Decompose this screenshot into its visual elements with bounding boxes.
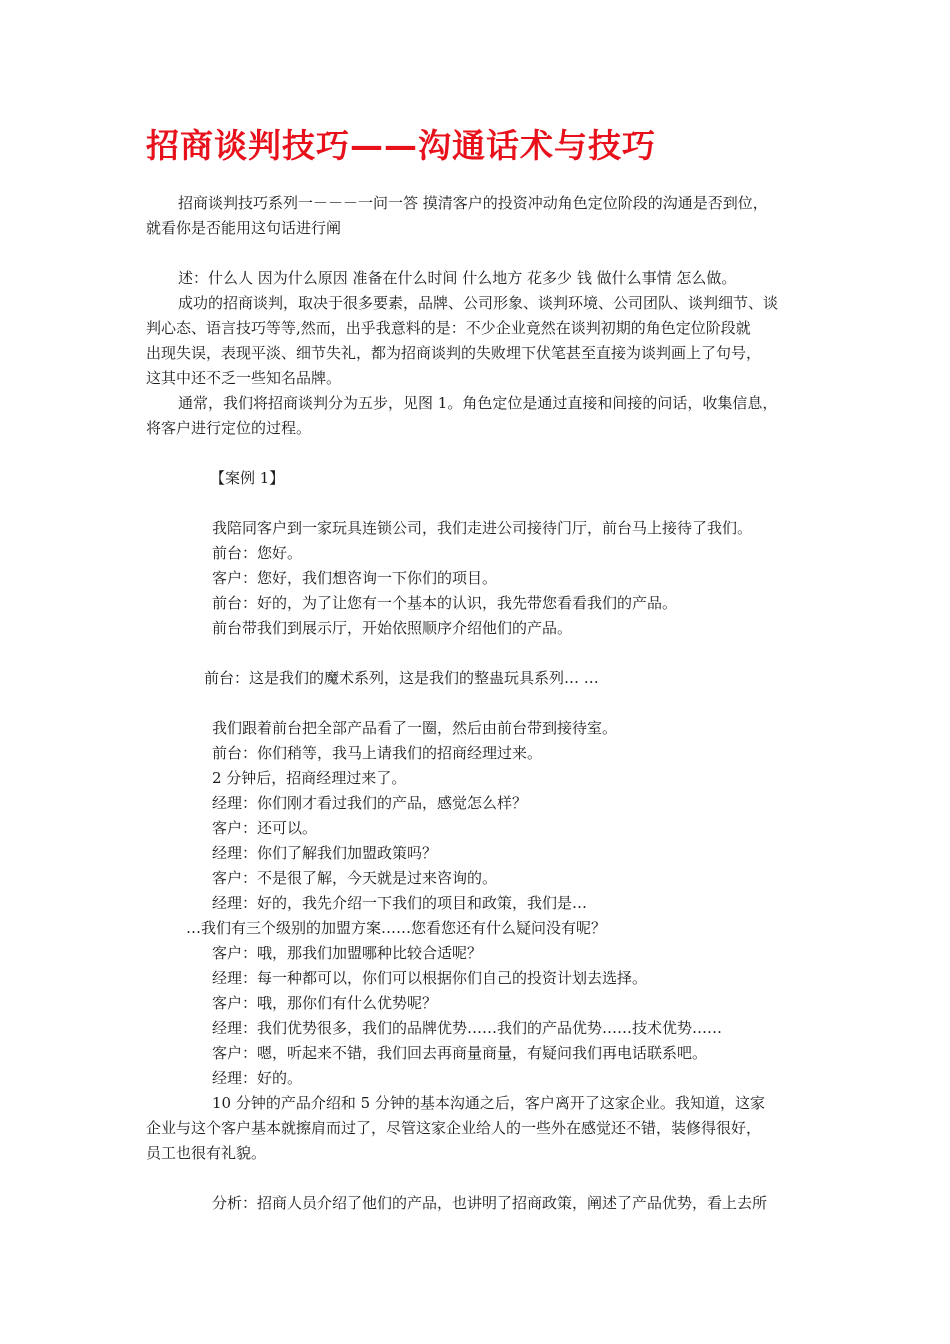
dialogue-line: 前台：这是我们的魔术系列，这是我们的整蛊玩具系列… … xyxy=(204,669,599,687)
case-label: 【案例 1】 xyxy=(210,469,285,487)
analysis-line: 分析：招商人员介绍了他们的产品，也讲明了招商政策，阐述了产品优势，看上去所 xyxy=(212,1194,768,1212)
dialogue-line: 我们跟着前台把全部产品看了一圈，然后由前台带到接待室。 xyxy=(212,719,618,737)
intro-line: 述：什么人 因为什么原因 准备在什么时间 什么地方 花多少 钱 做什么事情 怎么做。 xyxy=(178,269,737,287)
dialogue-line: 客户：嗯，听起来不错，我们回去再商量商量，有疑问我们再电话联系吧。 xyxy=(212,1044,708,1062)
dialogue-line: 客户：您好，我们想咨询一下你们的项目。 xyxy=(212,569,498,587)
document-title: 招商谈判技巧——沟通话术与技巧 xyxy=(146,126,656,165)
dialogue-line: 经理：我们优势很多，我们的品牌优势……我们的产品优势……技术优势…… xyxy=(212,1019,723,1037)
dialogue-line: 客户：哦，那你们有什么优势呢？ xyxy=(212,994,438,1012)
dialogue-line: 客户：哦，那我们加盟哪种比较合适呢？ xyxy=(212,944,483,962)
dialogue-line: 经理：每一种都可以，你们可以根据你们自己的投资计划去选择。 xyxy=(212,969,648,987)
intro-line: 就看你是否能用这句话进行阐 xyxy=(146,219,342,237)
dialogue-line: 经理：你们刚才看过我们的产品，感觉怎么样？ xyxy=(212,794,528,812)
dialogue-line: 2 分钟后，招商经理过来了。 xyxy=(212,769,407,787)
paragraph-line: 成功的招商谈判，取决于很多要素，品牌、公司形象、谈判环境、公司团队、谈判细节、谈 xyxy=(178,294,779,312)
paragraph-line: 10 分钟的产品介绍和 5 分钟的基本沟通之后，客户离开了这家企业。我知道，这家 xyxy=(212,1094,765,1112)
dialogue-line: 前台带我们到展示厅，开始依照顺序介绍他们的产品。 xyxy=(212,619,573,637)
paragraph-line: 员工也很有礼貌。 xyxy=(146,1144,267,1162)
dialogue-line: 经理：好的，我先介绍一下我们的项目和政策，我们是… xyxy=(212,894,588,912)
paragraph-line: 企业与这个客户基本就擦肩而过了，尽管这家企业给人的一些外在感觉还不错，装修得很好， xyxy=(146,1119,762,1137)
dialogue-line: 经理：你们了解我们加盟政策吗？ xyxy=(212,844,438,862)
intro-line: 招商谈判技巧系列一－－－一问一答 摸清客户的投资冲动角色定位阶段的沟通是否到位， xyxy=(178,194,768,212)
dialogue-line: 经理：好的。 xyxy=(212,1069,303,1087)
paragraph-line: 将客户进行定位的过程。 xyxy=(146,419,312,437)
dialogue-line: 客户：不是很了解，今天就是过来咨询的。 xyxy=(212,869,498,887)
paragraph-line: 出现失误，表现平淡、细节失礼，都为招商谈判的失败埋下伏笔甚至直接为谈判画上了句号， xyxy=(146,344,762,362)
paragraph-line: 通常，我们将招商谈判分为五步，见图 1。角色定位是通过直接和间接的问话，收集信息， xyxy=(178,394,778,412)
paragraph-line: 判心态、语言技巧等等,然而，出乎我意料的是：不少企业竟然在谈判初期的角色定位阶段就 xyxy=(146,319,751,337)
dialogue-line: 前台：您好。 xyxy=(212,544,303,562)
dialogue-line: …我们有三个级别的加盟方案……您看您还有什么疑问没有呢？ xyxy=(186,919,607,937)
dialogue-line: 前台：好的，为了让您有一个基本的认识，我先带您看看我们的产品。 xyxy=(212,594,678,612)
paragraph-line: 这其中还不乏一些知名品牌。 xyxy=(146,369,342,387)
dialogue-line: 客户：还可以。 xyxy=(212,819,318,837)
dialogue-line: 前台：你们稍等，我马上请我们的招商经理过来。 xyxy=(212,744,543,762)
dialogue-line: 我陪同客户到一家玩具连锁公司，我们走进公司接待门厅，前台马上接待了我们。 xyxy=(212,519,753,537)
